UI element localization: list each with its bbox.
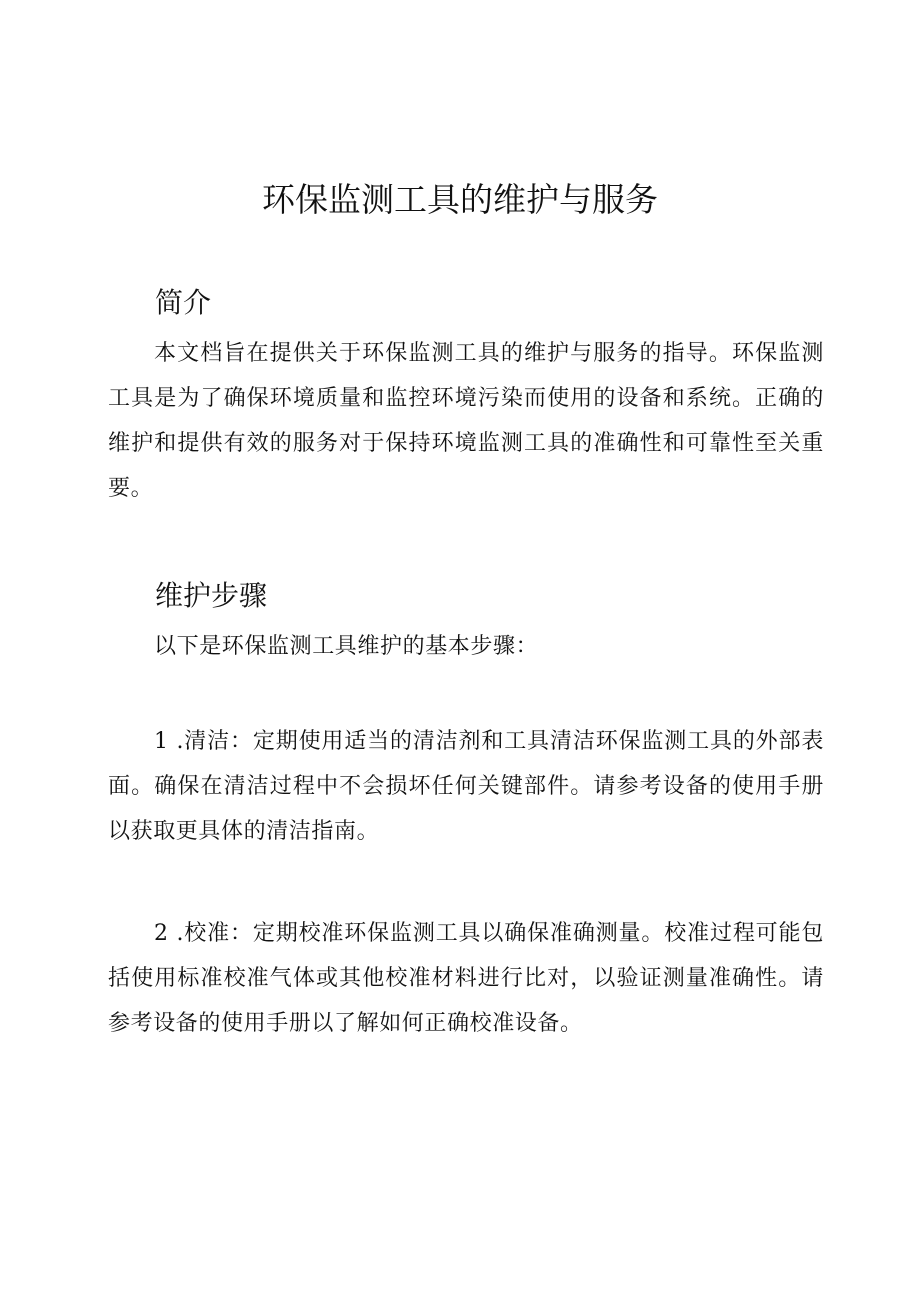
document-title: 环保监测工具的维护与服务: [262, 180, 658, 219]
step-cleaning-paragraph: 1 .清洁：定期使用适当的清洁剂和工具清洁环保监测工具的外部表面。确保在清洁过程中不会损坏任何关键部件。请参考设备的使用手册以获取更具体的清洁指南。: [108, 729, 824, 844]
intro-paragraph: 本文档旨在提供关于环保监测工具的维护与服务的指导。环保监测工具是为了确保环境质量和监控环境污染而使用的设备和系统。正确的维护和提供有效的服务对于保持环境监测工具的准确性和可靠性至关重要。: [108, 341, 824, 501]
section-heading-intro: 简介: [155, 286, 212, 319]
step-calibration-paragraph: 2 .校准：定期校准环保监测工具以确保准确测量。校准过程可能包括使用标准校准气体或其他校准材料进行比对，以验证测量准确性。请参考设备的使用手册以了解如何正确校准设备。: [108, 921, 824, 1036]
section-heading-maintenance-steps: 维护步骤: [155, 579, 268, 612]
steps-intro-paragraph: 以下是环保监测工具维护的基本步骤：: [154, 634, 539, 659]
